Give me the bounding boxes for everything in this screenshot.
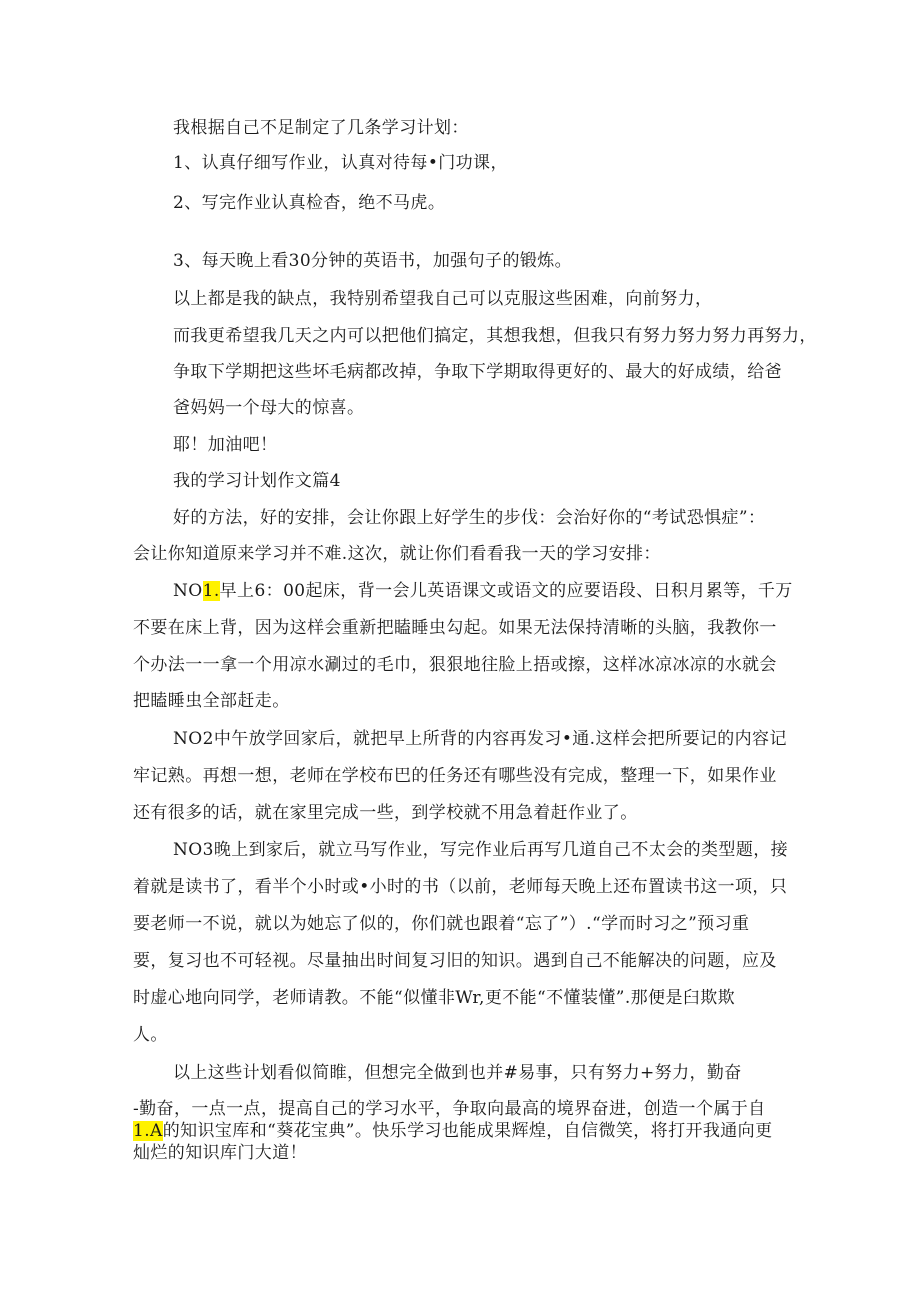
paragraph-line: 1、认真仔细写作业，认真对待每•门功课， — [173, 153, 508, 173]
paragraph-line: 3、每天晚上看30分钟的英语书，加强句子的锻炼。 — [173, 251, 573, 271]
section-heading: 我的学习计划作文篇4 — [173, 471, 341, 491]
paragraph-line: NO2中午放学回家后，就把早上所背的内容再发习•通.这样会把所要记的内容记 — [173, 729, 787, 749]
paragraph-line: 不要在床上背，因为这样会重新把瞌睡虫勾起。如果无法保持清晰的头脑，我教你一 — [133, 618, 777, 638]
line-text: 早上6：00起床，背一会儿英语课文或语文的应要语段、日积月累等，千万 — [219, 581, 793, 601]
paragraph-line: 耶！加油吧！ — [173, 435, 278, 455]
paragraph-line: NO3晚上到家后，就立马写作业，写完作业后再写几道自己不太会的类型题，接 — [173, 840, 789, 860]
line-text: 的知识宝库和“葵花宝典”。快乐学习也能成果辉煌，自信微笑，将打开我通向更 — [162, 1121, 773, 1141]
paragraph-line: 还有很多的话，就在家里完成一些，到学校就不用急着赶作业了。 — [133, 803, 638, 823]
paragraph-line: 要老师一不说，就以为她忘了似的，你们就也跟着“忘了”）.“学而时习之”预习重 — [133, 914, 750, 934]
paragraph-line: 2、写完作业认真检杳，绝不马虎。 — [173, 193, 446, 213]
paragraph-line: 时虚心地向同学，老师请教。不能“似懂非Wr,更不能“不懂装懂”.那便是臼欺欺 — [133, 988, 736, 1008]
paragraph-line: 会让你知道原来学习并不难.这次，就让你们看看我一天的学习安排： — [133, 544, 661, 564]
paragraph-line — [173, 580, 793, 602]
paragraph-line: 灿烂的知识库门大道！ — [133, 1143, 307, 1163]
paragraph-line: -勤奋，一点一点，提高自己的学习水平，争取向最高的境界奋进，创造一个属于自 — [133, 1099, 766, 1119]
highlighted-number: 1.A — [133, 1121, 163, 1141]
paragraph-line: 要，复习也不可轻视。尽量抽出时间复习旧的知识。遇到自己不能解决的问题，应及 — [133, 951, 777, 971]
paragraph-line: 把瞌睡虫全部赶走。 — [133, 691, 290, 711]
paragraph-line: 而我更希望我几天之内可以把他们搞定，其想我想，但我只有努力努力努力再努力， — [173, 326, 817, 346]
paragraph-line — [133, 1120, 772, 1142]
paragraph-line: 我根据自己不足制定了几条学习计划： — [173, 118, 469, 138]
paragraph-line: 以上都是我的缺点，我特别希望我自己可以克服这些困难，向前努力， — [173, 289, 713, 309]
paragraph-line: 好的方法，好的安排，会让你跟上好学生的步伐：会治好你的“考试恐惧症”： — [173, 508, 766, 528]
paragraph-line: 争取下学期把这些坏毛病都改掉，争取下学期取得更好的、最大的好成绩，给爸 — [173, 362, 782, 382]
paragraph-line: 个办法一一拿一个用凉水涮过的毛巾，狠狠地往脸上捂或擦，这样冰凉冰凉的水就会 — [133, 655, 777, 675]
paragraph-line: 爸妈妈一个母大的惊喜。 — [173, 398, 365, 418]
item-number-prefix: NO — [173, 581, 203, 601]
paragraph-line: 牢记熟。再想一想，老师在学校布巴的任务还有哪些没有完成，整理一下，如果作业 — [133, 766, 777, 786]
highlighted-number: 1. — [202, 581, 220, 601]
paragraph-line: 人。 — [133, 1025, 168, 1045]
paragraph-line: 着就是读书了，看半个小时或•小时的书（以前，老师每天晚上还布置读书这一项，只 — [133, 877, 788, 897]
paragraph-line: 以上这些计划看似简睢，但想完全做到也并#易事，只有努力+努力，勤奋 — [173, 1063, 742, 1083]
